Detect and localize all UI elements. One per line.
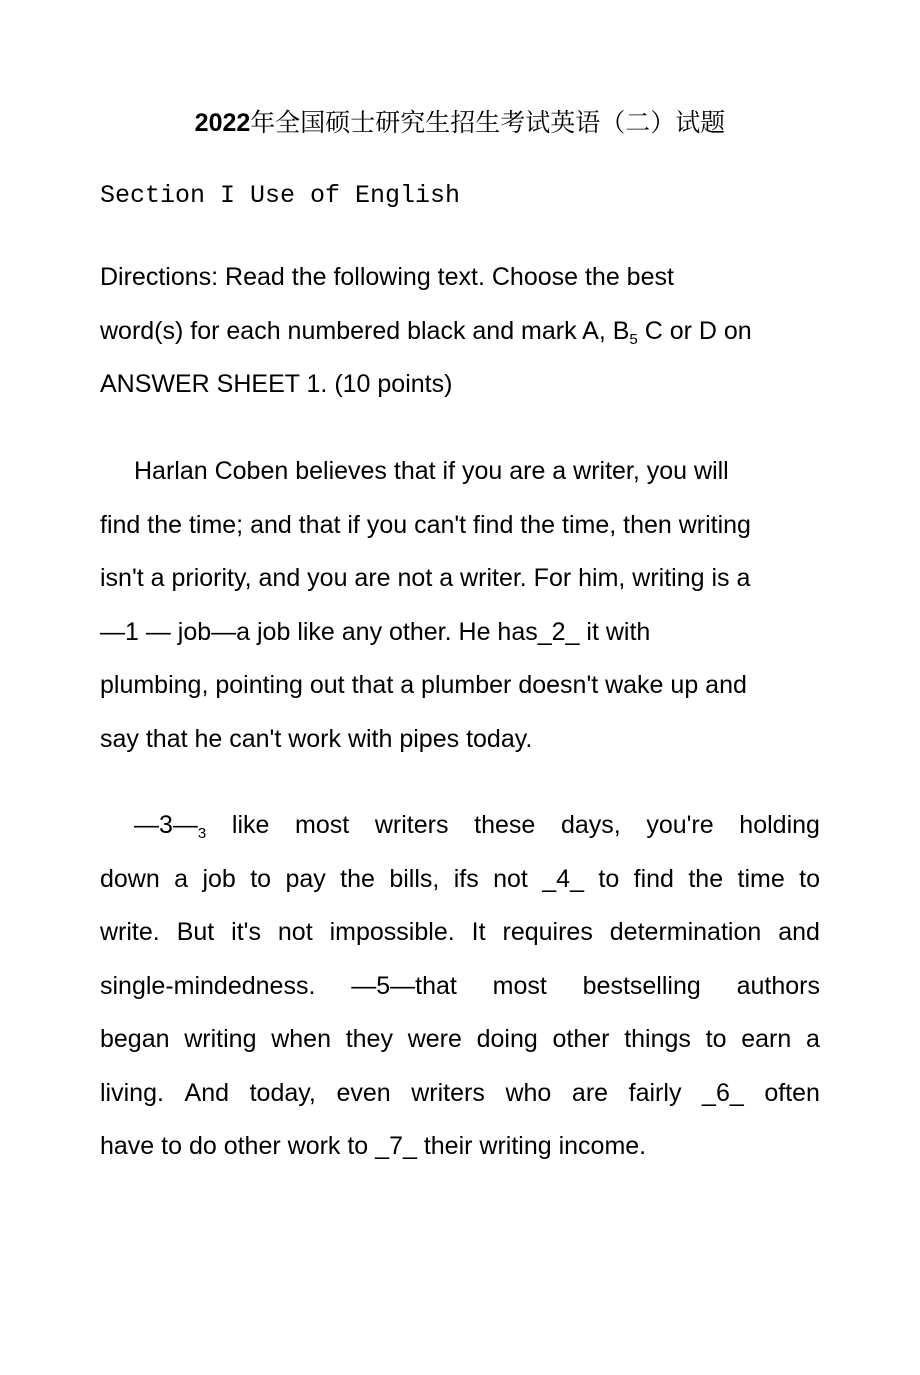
word: were (407, 1025, 462, 1053)
word: But (176, 918, 215, 946)
word: writing (184, 1025, 257, 1053)
word: _4_ (542, 864, 584, 893)
word: a (805, 1025, 820, 1053)
word: they (345, 1025, 393, 1053)
word: to (598, 864, 620, 893)
word: living. (100, 1078, 164, 1107)
word: job (202, 864, 236, 893)
word: —5—that (351, 971, 457, 1000)
word: when (271, 1025, 331, 1053)
directions-line: Directions: Read the following text. Choose the best (100, 263, 674, 291)
word: began (100, 1025, 170, 1053)
word: determination (609, 918, 762, 946)
word: single-mindedness. (100, 971, 316, 1000)
directions-line: word(s) for each numbered black and mark A, $B_5$ C or D on (100, 316, 752, 348)
paragraph-line: say that he can't work with pipes today. (100, 724, 533, 753)
word: who (505, 1078, 552, 1107)
paragraph-line (100, 1067, 820, 1121)
blank-3: $—3—_3$ (134, 811, 207, 842)
directions (100, 251, 820, 412)
word: you're (646, 811, 714, 839)
word: the (688, 864, 724, 893)
paragraph-line: find the time; and that if you can't find the time, then writing (100, 510, 751, 539)
word: to (799, 864, 820, 893)
word: things (624, 1025, 691, 1053)
word: even (336, 1078, 391, 1107)
paragraph-line: have to do other work to _7_ their writing income. (100, 1132, 647, 1160)
word: impossible. (329, 918, 455, 946)
word: not (277, 918, 313, 946)
word: like (231, 811, 270, 839)
word: writers (374, 811, 449, 839)
word: doing (476, 1025, 538, 1053)
word: find (633, 864, 674, 893)
paragraph-line: Harlan Coben believes that if you are a writer, you will (134, 457, 729, 485)
section-heading: Section I Use of English (100, 181, 461, 210)
word: to (705, 1025, 727, 1053)
word: requires (502, 918, 593, 946)
word: authors (736, 971, 820, 1000)
word: _6_ (702, 1078, 744, 1107)
word: are (571, 1078, 609, 1107)
paragraph-line: —1 — job—a job like any other. He has_2_ it with (100, 617, 651, 646)
paragraph-line (100, 1013, 820, 1067)
word: most (492, 971, 547, 1000)
paragraph-line: isn't a priority, and you are not a writer. For him, writing is a (100, 564, 751, 592)
paragraph-1 (100, 445, 820, 766)
word: bestselling (582, 971, 701, 1000)
word: to (250, 864, 272, 893)
paragraph-line (100, 853, 820, 907)
word: days, (560, 811, 621, 839)
title-text: 年全国硕士研究生招生考试英语（二）试题 (250, 108, 726, 137)
word: down (100, 864, 160, 893)
word: other (552, 1025, 610, 1053)
directions-line: ANSWER SHEET 1. (10 points) (100, 370, 453, 398)
word: these (474, 811, 536, 839)
document-title (0, 103, 920, 143)
paragraph-line (100, 906, 820, 960)
word: bills, (389, 864, 440, 893)
word: often (764, 1078, 820, 1107)
word: earn (741, 1025, 792, 1053)
word: It (471, 918, 486, 946)
word: most (295, 811, 350, 839)
word: writers (411, 1078, 485, 1107)
word: holding (739, 811, 820, 839)
word: and (778, 918, 820, 946)
word: it's (231, 918, 261, 946)
word: the (340, 864, 375, 893)
paragraph-line: plumbing, pointing out that a plumber doesn't wake up and (100, 671, 747, 699)
word: And (184, 1078, 229, 1107)
word: write. (100, 918, 160, 946)
word: a (174, 864, 189, 893)
paragraph-2 (100, 799, 820, 1174)
paragraph-line (100, 960, 820, 1014)
word: today, (249, 1078, 316, 1107)
word: ifs (453, 864, 479, 893)
word: time (737, 864, 785, 893)
word: not (493, 864, 528, 893)
word: pay (285, 864, 326, 893)
word: fairly (628, 1078, 682, 1107)
title-year: 2022 (194, 109, 251, 137)
paragraph-line (100, 799, 820, 853)
